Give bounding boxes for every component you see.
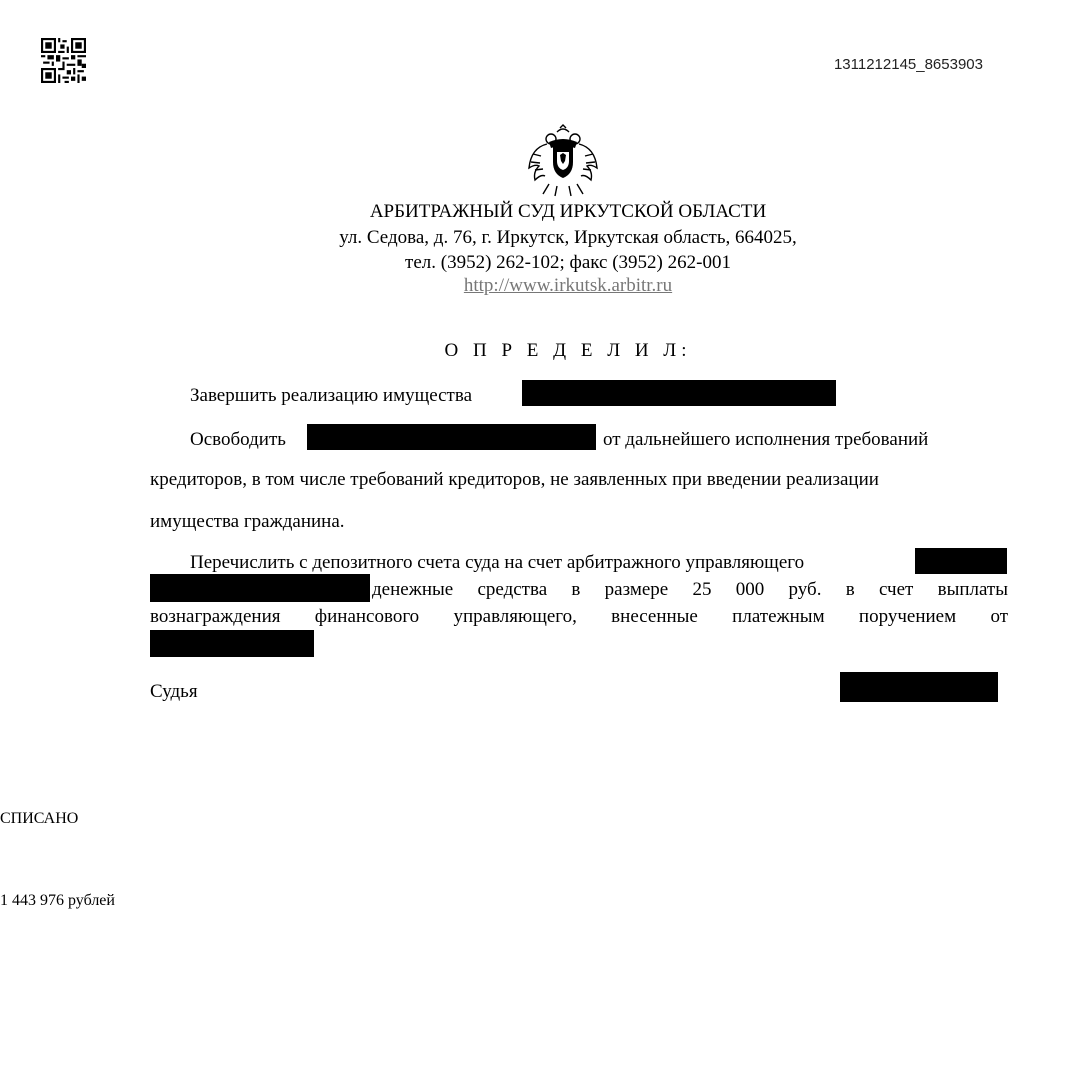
court-phone: тел. (3952) 262-102; факс (3952) 262-001 <box>405 252 731 273</box>
ruling-paragraph-3-line3: вознаграждения финансового управляющего, внесенные платежным поручением от <box>150 606 1008 627</box>
court-website-link[interactable]: http://www.irkutsk.arbitr.ru <box>463 275 673 296</box>
ruling-paragraph-3-line2: денежные средства в размере 25 000 руб. в счет выплаты <box>372 579 1008 600</box>
qr-code-icon <box>41 38 86 83</box>
ruling-paragraph-2-line2: кредиторов, в том числе требований кредиторов, не заявленных при введении реализации <box>150 469 879 490</box>
ruling-paragraph-2-start: Освободить <box>190 429 286 450</box>
ruling-paragraph-2-rest: от дальнейшего исполнения требований <box>603 429 929 450</box>
ruling-paragraph-3-line1: Перечислить с депозитного счета суда на счет арбитражного управляющего <box>190 552 805 573</box>
court-address: ул. Седова, д. 76, г. Иркутск, Иркутская область, 664025, <box>339 227 797 248</box>
written-off-amount: 1 443 976 рублей <box>0 892 115 909</box>
coat-of-arms-icon <box>527 124 599 198</box>
document-id: 1311212145_8653903 <box>833 56 983 73</box>
written-off-heading: СПИСАНО <box>0 810 79 827</box>
ruling-paragraph-2-line3: имущества гражданина. <box>150 511 345 532</box>
redacted-block <box>150 630 314 657</box>
redacted-block <box>915 548 1007 574</box>
ruling-heading: О П Р Е Д Е Л И Л: <box>444 340 692 361</box>
redacted-block <box>307 424 596 450</box>
judge-label: Судья <box>150 681 198 702</box>
redacted-block <box>522 380 836 406</box>
ruling-paragraph-1: Завершить реализацию имущества <box>190 385 473 406</box>
redacted-block <box>150 574 370 602</box>
redacted-block <box>840 672 998 702</box>
court-name: АРБИТРАЖНЫЙ СУД ИРКУТСКОЙ ОБЛАСТИ <box>369 201 767 222</box>
